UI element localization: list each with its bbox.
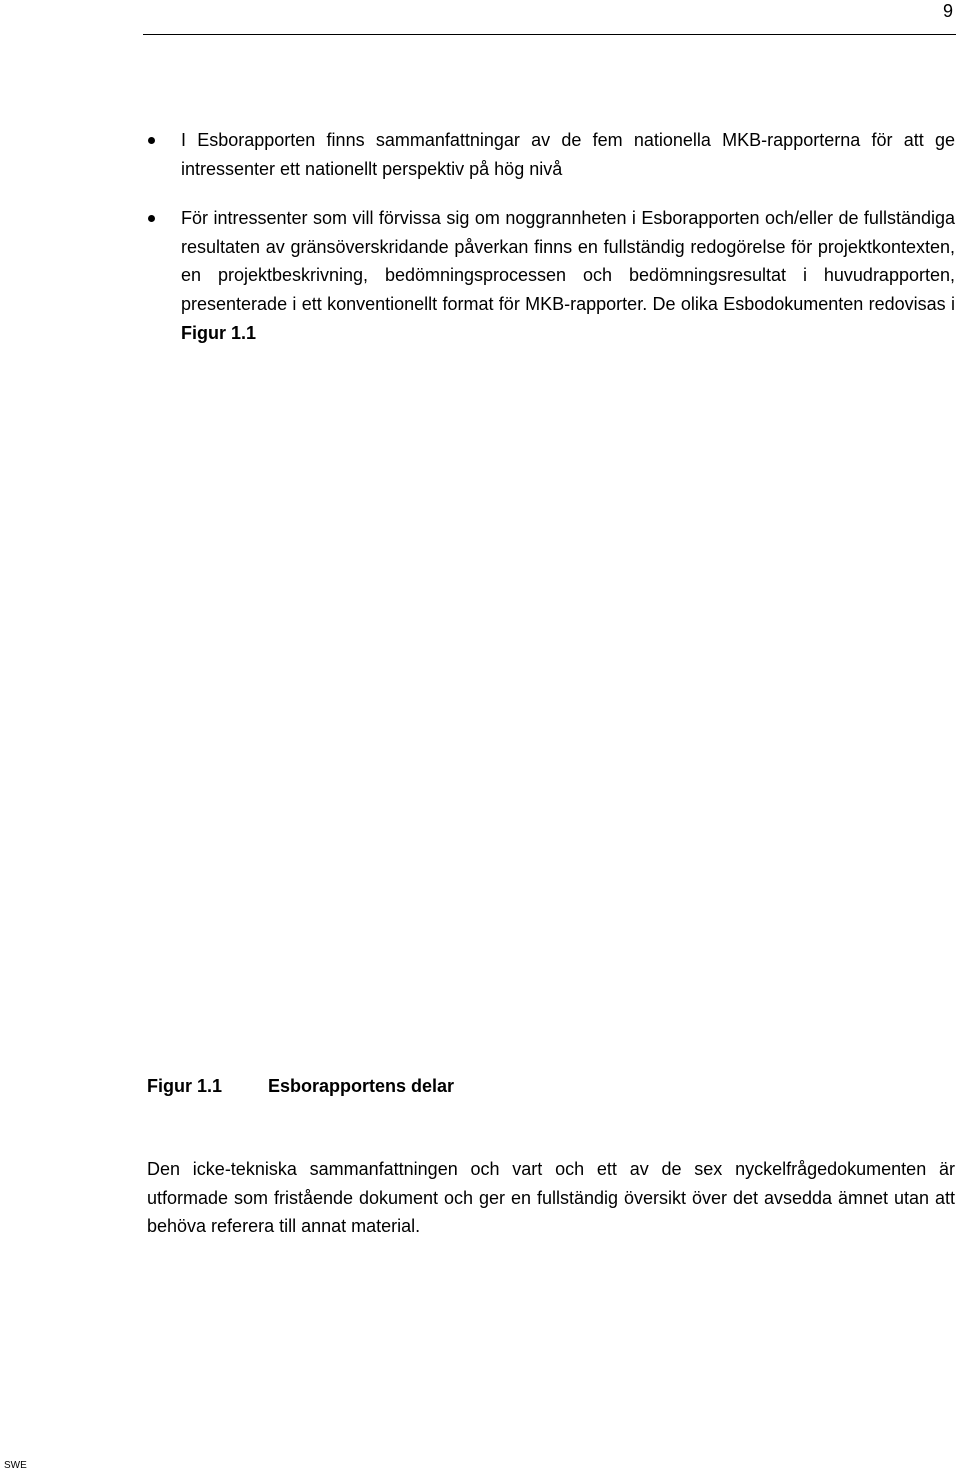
bullet-item-main-report bbox=[140, 204, 955, 347]
bullet-item-summaries bbox=[140, 126, 955, 183]
bullet-text: I Esborapporten finns sammanfattningar av de fem nationella MKB-rapporterna för att ge intressenter ett nationellt perspektiv på hög nivå bbox=[181, 130, 955, 179]
figure-title: Esborapportens delar bbox=[268, 1076, 455, 1096]
footer-language-code: SWE bbox=[4, 1460, 27, 1471]
page-number: 9 bbox=[942, 1, 953, 21]
bullet-dot-icon bbox=[148, 215, 155, 222]
figure-label: Figur 1.1 bbox=[147, 1076, 223, 1096]
bullet-list bbox=[140, 126, 955, 368]
body-paragraph: Den icke-tekniska sammanfattningen och vart och ett av de sex nyckelfrågedokumenten är utformade som fristående dokument och ger en fullständig översikt över det avsedda ämnet utan att behöva referera till annat material. bbox=[147, 1159, 955, 1237]
figure-reference: Figur 1.1 bbox=[181, 322, 257, 343]
figure-caption bbox=[147, 1072, 455, 1100]
bullet-text: För intressenter som vill förvissa sig om noggrannheten i Esborapporten och/eller de fullständiga resultaten av gränsöverskridande påverkan finns en fullständig redogörelse för projektkontexten, en projektbeskrivning, bedömningsprocessen och bedömningsresultat i huvudrapporten, presenterade i ett konventionellt format för MKB-rapporter. De olika Esbodokumenten redovisas i bbox=[181, 208, 955, 314]
bullet-dot-icon bbox=[148, 137, 155, 144]
header-rule bbox=[143, 34, 956, 35]
